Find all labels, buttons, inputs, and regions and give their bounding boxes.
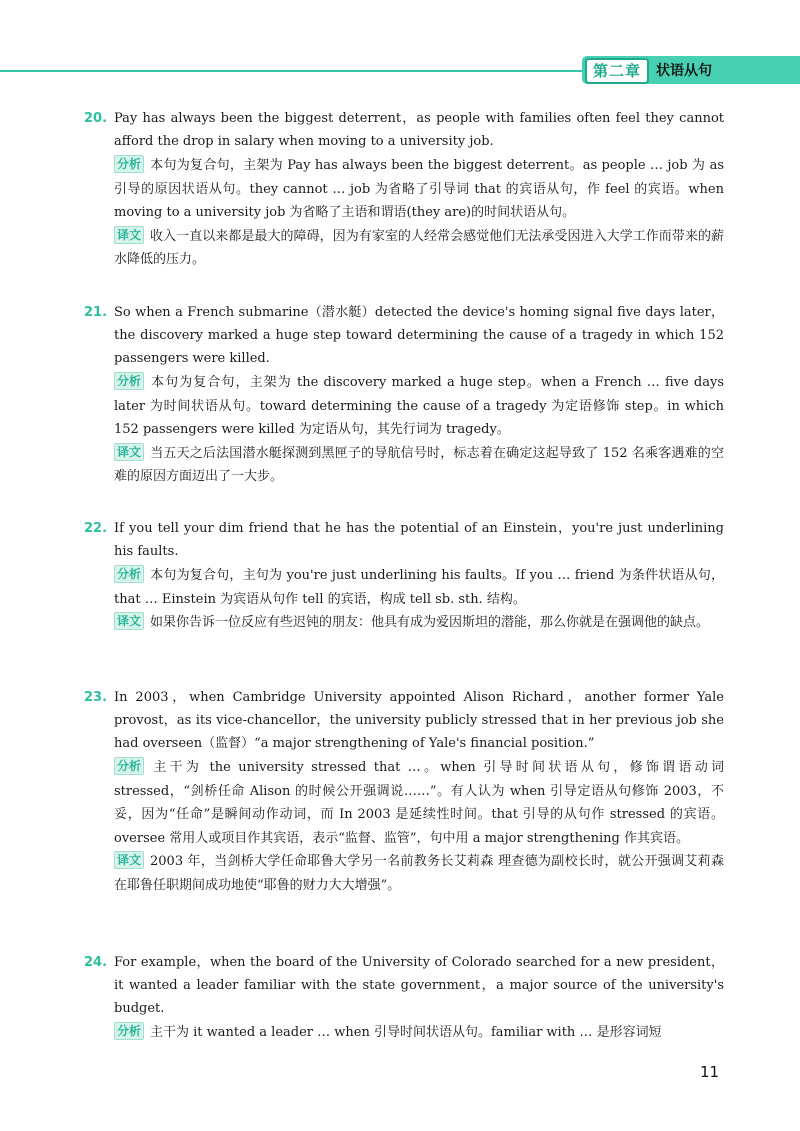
entry-number: 22.: [84, 521, 108, 536]
translation-block: 译文 如果你告诉一位反应有些迟钝的朋友：他具有成为爱因斯坦的潜能，那么你就是在强调他的缺点。: [84, 611, 724, 635]
entry-22: [84, 517, 724, 635]
analysis-tag: 分析: [114, 372, 144, 390]
chapter-badge: 第二章: [585, 58, 649, 84]
english-sentence: 24. For example，when the board of the University of Colorado searched for a new president，it wanted a leader familiar with the state government，a major source of the university's budget.: [84, 951, 724, 1020]
english-sentence: 23. In 2003，when Cambridge University appointed Alison Richard，another former Yale provost，as its vice-chancellor，the university publicly stressed that in her previous job she had overseen（监督）“a major strengthening of Yale's financial position.”: [84, 686, 724, 755]
entry-number: 23.: [84, 690, 108, 705]
entry-24: [84, 951, 724, 1045]
page-number: 11: [700, 1063, 720, 1081]
header-rule: [0, 70, 590, 72]
entry-number: 20.: [84, 111, 108, 126]
analysis-block: 分析 本句为复合句，主架为 the discovery marked a huge step。when a French … five days later 为时间状语从句。toward determining the cause of a tragedy 为定语修饰 step。in which 152 passengers were killed 为定语从句，其先行词为 tragedy。: [114, 374, 724, 437]
analysis-block: 分析 本句为复合句，主句为 you're just underlining his faults。If you … friend 为条件状语从句，that … Einstein 为宾语从句作 tell 的宾语，构成 tell sb. sth. 结构。: [114, 567, 724, 607]
translation-tag: 译文: [114, 226, 144, 244]
english-sentence: 22. If you tell your dim friend that he has the potential of an Einstein，you're just underlining his faults.: [84, 517, 724, 563]
translation-tag: 译文: [114, 851, 144, 869]
entry-23: [84, 686, 724, 897]
translation-tag: 译文: [114, 443, 144, 461]
analysis-block: 分析 主干为 it wanted a leader … when 引导时间状语从句。familiar with … 是形容词短: [84, 1021, 724, 1045]
analysis-block: 分析 主干为 the university stressed that …。when 引导时间状语从句，修饰谓语动词 stressed，“剑桥任命 Alison 的时候公开强调说……”。有人认为 when 引导定语从句修饰 2003，不妥，因为“任命”是瞬间动作动词，而 In 2003 是延续性时间。that 引导的从句作 stressed 的宾语。oversee 常用人或项目作其宾语，表示“监督、监管”，句中用 a major strengthening 作其宾语。: [114, 759, 724, 846]
entry-number: 21.: [84, 305, 108, 320]
translation-block: 译文 2003 年，当剑桥大学任命耶鲁大学另一名前教务长艾莉森 理查德为副校长时，就公开强调艾莉森在耶鲁任职期间成功地使“耶鲁的财力大大增强”。: [114, 853, 724, 893]
analysis-tag: 分析: [114, 1022, 144, 1040]
chapter-title: 状语从句: [656, 63, 712, 79]
english-sentence: 20. Pay has always been the biggest deterrent，as people with families often feel they cannot afford the drop in salary when moving to a university job.: [84, 107, 724, 153]
english-sentence: 21. So when a French submarine（潜水艇）detected the device's homing signal five days later，the discovery marked a huge step toward determining the cause of a tragedy in which 152 passengers were killed.: [84, 301, 724, 370]
entry-21: [84, 301, 724, 489]
analysis-tag: 分析: [114, 155, 144, 173]
entry-20: [84, 107, 724, 272]
translation-block: 译文 当五天之后法国潜水艇探测到黑匣子的导航信号时，标志着在确定这起导致了 152 名乘客遇难的空难的原因方面迈出了一大步。: [114, 444, 724, 484]
analysis-block: 分析 本句为复合句，主架为 Pay has always been the biggest deterrent。as people … job 为 as 引导的原因状语从句。they cannot … job 为省略了引导词 that 的宾语从句，作 feel 的宾语。when moving to a university job 为省略了主语和谓语(they are)的时间状语从句。: [114, 157, 724, 220]
analysis-tag: 分析: [114, 757, 144, 775]
entry-number: 24.: [84, 955, 108, 970]
translation-block: 译文 收入一直以来都是最大的障碍，因为有家室的人经常会感觉他们无法承受因进入大学工作而带来的薪水降低的压力。: [114, 227, 724, 267]
translation-tag: 译文: [114, 612, 144, 630]
analysis-tag: 分析: [114, 565, 144, 583]
